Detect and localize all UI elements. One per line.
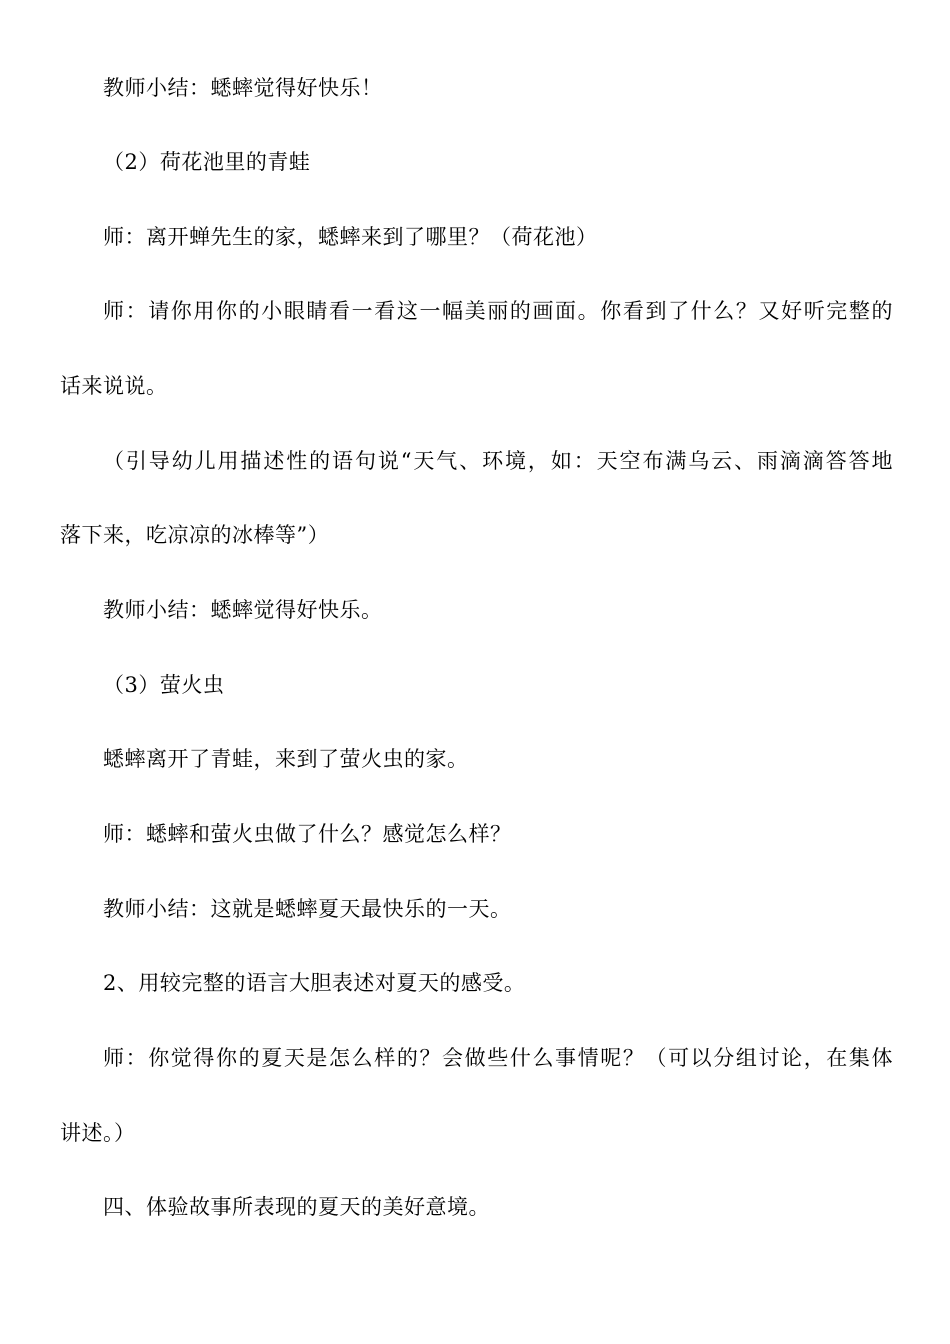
teacher-question-1: 师：离开蝉先生的家，蟋蟀来到了哪里？（荷花池）	[103, 225, 598, 249]
guidance-note-part-2: 落下来，吃凉凉的冰棒等”）	[60, 523, 330, 547]
section-heading-firefly: （3）萤火虫	[103, 673, 225, 697]
summary-line-1: 教师小结：蟋蟀觉得好快乐！	[103, 76, 383, 100]
section-heading-4: 四、体验故事所表现的夏天的美好意境。	[103, 1195, 490, 1219]
section-heading-2: 2、用较完整的语言大胆表述对夏天的感受。	[103, 971, 526, 995]
summary-line-3: 教师小结：这就是蟋蟀夏天最快乐的一天。	[103, 897, 512, 921]
teacher-question-4-part-2: 讲述。）	[60, 1121, 136, 1145]
summary-line-2: 教师小结：蟋蟀觉得好快乐。	[103, 598, 383, 622]
teacher-question-3: 师：蟋蟀和萤火虫做了什么？感觉怎么样？	[103, 822, 512, 846]
teacher-question-2-part-1: 师：请你用你的小眼睛看一看这一幅美丽的画面。你看到了什么？又好听完整的	[103, 299, 893, 323]
section-heading-frog: （2）荷花池里的青蛙	[103, 150, 311, 174]
teacher-question-4-part-1: 师：你觉得你的夏天是怎么样的？会做些什么事情呢？（可以分组讨论，在集体	[103, 1046, 893, 1070]
narration-line: 蟋蟀离开了青蛙，来到了萤火虫的家。	[103, 747, 469, 771]
guidance-note-part-1: （引导幼儿用描述性的语句说“天气、环境，如：天空布满乌云、雨滴滴答答地	[103, 449, 893, 473]
teacher-question-2-part-2: 话来说说。	[60, 374, 168, 398]
